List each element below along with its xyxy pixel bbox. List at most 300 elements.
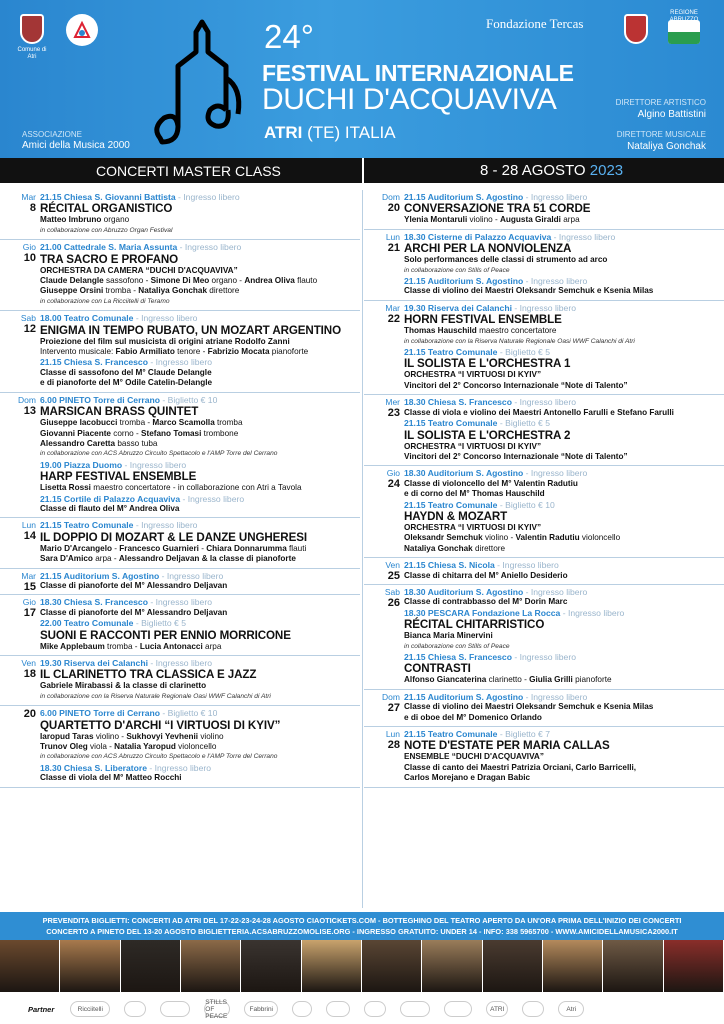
- partner-logo: [400, 1001, 430, 1017]
- collaboration-note: in collaborazione con La Ricciitelli di Teramo: [40, 297, 170, 305]
- performer-name: Andrea Oliva: [244, 276, 295, 286]
- admission: - Ingresso libero: [180, 493, 245, 504]
- performer-name: Chiara Donnarumma: [206, 543, 287, 553]
- day-number: 27: [387, 701, 400, 714]
- weekday: Gio: [22, 597, 36, 608]
- performers-line: Matteo Imbruno organo: [40, 215, 130, 225]
- day-number: 20: [23, 708, 36, 721]
- day-number: 21: [387, 241, 400, 254]
- event-time-venue: [404, 587, 724, 597]
- ticket-info-line1: PREVENDITA BIGLIETTI: CONCERTI AD ATRI DEL 17-22-23-24-28 AGOSTO CIAOTICKETS.COM - BOTTEGHINO DEL TEATRO APERTO DA UN'ORA PRIMA DELL'INIZIO DEI CONCERTI: [42, 916, 682, 925]
- performer-name: Alessandro Deljavan & la classe di pianoforte: [118, 554, 296, 564]
- day-number: 25: [387, 570, 400, 583]
- weekday: Lun: [385, 231, 400, 242]
- weekday: Ven: [385, 560, 400, 571]
- performer-name: Simone Di Meo: [150, 276, 210, 286]
- bar-concerti: CONCERTI: [96, 163, 169, 179]
- collaboration-note: in collaborazione con Stills of Peace: [404, 642, 510, 650]
- performers-line: Ylenia Montaruli violino - Augusta Giraldi arpa: [404, 215, 580, 225]
- partner-logo: Ricciitelli: [70, 1001, 110, 1017]
- concert-title: ENIGMA IN TEMPO RUBATO, UN MOZART ARGENTINO: [40, 323, 341, 337]
- performer-name: Iaropud Taras: [40, 731, 94, 741]
- time-venue: 21.15 Teatro Comunale: [404, 418, 498, 429]
- place-prov: (TE): [307, 123, 341, 142]
- weekday: Mar: [21, 570, 36, 581]
- admission: - Ingresso libero: [133, 313, 198, 324]
- weekday: Dom: [18, 394, 36, 405]
- subtitle-line: Vincitori del 2° Concorso Internazionale “Note di Talento”: [404, 380, 628, 390]
- time-venue: 18.00 Teatro Comunale: [40, 313, 134, 324]
- partner-logo: [444, 1001, 472, 1017]
- performer-name: Francesco Guarnieri: [119, 543, 199, 553]
- performer-name: Sara D'Amico: [40, 554, 93, 564]
- concert-photo: [241, 940, 301, 992]
- music-director-label: DIRETTORE MUSICALE: [616, 130, 706, 139]
- concert-title: TRA SACRO E PROFANO: [40, 252, 179, 266]
- performer-name: Giulia Grilli: [529, 675, 573, 685]
- concert-title: IL CLARINETTO TRA CLASSICA E JAZZ: [40, 668, 257, 682]
- subtitle-line: ORCHESTRA “I VIRTUOSI DI KYIV”: [404, 441, 542, 451]
- time-venue: 18.30 Auditorium S. Agostino: [404, 586, 524, 597]
- event-time-venue: [404, 692, 724, 702]
- performer-name: Mike Applebaum: [40, 641, 105, 651]
- performer-name: Sukhovyi Yevhenii: [126, 731, 199, 741]
- time-venue: 21.15 Auditorium S. Agostino: [40, 570, 160, 581]
- time-venue: 21.15 Teatro Comunale: [404, 499, 498, 510]
- time-venue: 21.15 Teatro Comunale: [404, 347, 498, 358]
- performers-line: Nataliya Gonchak direttore: [404, 543, 506, 553]
- performer-name: Valentin Radutiu: [515, 533, 580, 543]
- concert-title: HAYDN & MOZART: [404, 509, 508, 523]
- day-label: [364, 560, 400, 581]
- weekday: Sab: [384, 586, 400, 597]
- performer-name: Claude Delangle: [40, 276, 104, 286]
- weekday: Sab: [20, 313, 36, 324]
- day-label: [364, 729, 400, 750]
- event-time-venue: [404, 276, 724, 286]
- admission: - Biglietto € 5: [497, 347, 550, 358]
- day-label: [0, 571, 36, 592]
- admission: - Ingresso libero: [560, 607, 625, 618]
- concert-title: IL SOLISTA E L'ORCHESTRA 2: [404, 428, 571, 442]
- event-time-venue: [40, 763, 360, 773]
- admission: - Ingresso libero: [177, 242, 242, 253]
- concert-title: ARCHI PER LA NONVIOLENZA: [404, 242, 572, 256]
- subtitle-line: Classe di violino dei Maestri Oleksandr Semchuk e Ksenia Milas: [404, 286, 654, 296]
- concert-photo: [422, 940, 482, 992]
- admission: - Ingresso libero: [175, 192, 240, 202]
- collaboration-note: in collaborazione con Abruzzo Organ Festival: [40, 226, 173, 234]
- event-time-venue: [404, 729, 724, 739]
- day-number: 23: [387, 407, 400, 420]
- concert-photo: [121, 940, 181, 992]
- program-day: [0, 518, 360, 568]
- partner-logo: [292, 1001, 312, 1017]
- performers-line: Iaropud Taras violino - Sukhovyi Yevhenii violino: [40, 731, 224, 741]
- day-label: [0, 520, 36, 541]
- day-label: [0, 242, 36, 263]
- performer-name: Mario D'Arcangelo: [40, 543, 113, 553]
- day-number: 10: [23, 252, 36, 265]
- day-label: [364, 303, 400, 324]
- weekday: Lun: [21, 520, 36, 531]
- date-range: 8 - 28 AGOSTO: [480, 162, 586, 179]
- bar-category: [96, 163, 281, 179]
- bar-dates: [480, 162, 623, 179]
- music-note-tower-icon: [150, 18, 250, 152]
- performers-line: Intervento musicale: Fabio Armiliato tenore - Fabrizio Mocata pianoforte: [40, 347, 309, 357]
- partner-logo: Atri: [558, 1001, 584, 1017]
- day-label: [0, 192, 36, 213]
- event-time-venue: [40, 242, 360, 252]
- collaboration-note: in collaborazione con la Riserva Naturale Regionale Oasi WWF Calanchi di Atri: [404, 337, 635, 345]
- comune-label: Comune di Atri: [17, 47, 47, 60]
- weekday: Ven: [21, 658, 36, 668]
- subtitle-line: Classe di viola e violino dei Maestri Antonello Farulli e Stefano Farulli: [404, 407, 674, 417]
- admission: - Ingresso libero: [147, 357, 212, 368]
- event-time-venue: [404, 303, 724, 313]
- partner-logo: ATRI: [486, 1001, 508, 1017]
- subtitle-line: Classe di pianoforte del M° Alessandro Deljavan: [40, 607, 228, 617]
- performer-name: Thomas Hauschild: [404, 326, 477, 336]
- performers-line: [404, 631, 724, 641]
- program-day: [0, 569, 360, 596]
- performers-line: Thomas Hauschild maestro concertatore: [404, 326, 557, 336]
- subtitle-line: Classe di canto dei Maestri Patrizia Orciani, Carlo Barricelli,: [404, 762, 637, 772]
- event-time-venue: [404, 608, 724, 618]
- regione-label: REGIONE: [670, 10, 698, 16]
- concert-title: NOTE D'ESTATE PER MARIA CALLAS: [404, 739, 610, 753]
- event-time-venue: [40, 597, 360, 607]
- performers-line: Lisetta Rossi maestro concertatore - in collaborazione con Atri a Tavola: [40, 483, 302, 493]
- admission: - Ingresso libero: [523, 468, 588, 479]
- event-time-venue: [404, 347, 724, 357]
- admission: - Ingresso libero: [551, 231, 616, 242]
- concert-photo: [664, 940, 724, 992]
- time-venue: 18.30 Chiesa S. Liberatore: [40, 762, 147, 773]
- program-day: [0, 190, 360, 240]
- subtitle-line: e di oboe del M° Domenico Orlando: [404, 712, 542, 722]
- time-venue: 6.00 PINETO Torre di Cerrano: [40, 708, 161, 719]
- day-number: 15: [23, 580, 36, 593]
- event-time-venue: [404, 468, 724, 478]
- admission: - Ingresso libero: [133, 520, 198, 531]
- admission: - Ingresso libero: [147, 597, 212, 608]
- place-country: ITALIA: [344, 123, 396, 142]
- performer-name: Giovanni Piacente: [40, 428, 111, 438]
- program-day: [364, 727, 724, 788]
- day-number: 13: [23, 404, 36, 417]
- event-time-venue: [40, 571, 360, 581]
- performers-line: Alfonso Giancaterina clarinetto - Giulia Grilli pianoforte: [404, 675, 612, 685]
- program-day: [364, 690, 724, 727]
- festival-place: [264, 123, 396, 143]
- performer-name: Matteo Imbruno: [40, 215, 102, 225]
- program-day: [0, 311, 360, 392]
- association-logo-icon: [66, 14, 98, 46]
- place-main: ATRI: [264, 123, 303, 142]
- admission: - Ingresso libero: [523, 192, 588, 202]
- date-year: 2023: [589, 162, 624, 179]
- program-day: [0, 595, 360, 656]
- partners-label: Partner: [28, 1004, 55, 1014]
- subtitle-line: e di corno del M° Thomas Hauschild: [404, 489, 545, 499]
- performer-name: Lisetta Rossi: [40, 483, 91, 493]
- concert-photo: [543, 940, 603, 992]
- day-label: [364, 192, 400, 213]
- subtitle-line: e di pianoforte del M° Odile Catelin-Delangle: [40, 378, 213, 388]
- admission: - Ingresso libero: [523, 691, 588, 702]
- time-venue: 21.00 Cattedrale S. Maria Assunta: [40, 242, 178, 253]
- time-venue: 6.00 PINETO Torre di Cerrano: [40, 394, 161, 405]
- event-time-venue: [40, 618, 360, 628]
- performers-line: Claude Delangle sassofono - Simone Di Meo organo - Andrea Oliva flauto: [40, 276, 318, 286]
- column-divider: [362, 190, 363, 908]
- admission: - Ingresso libero: [159, 570, 224, 581]
- performer-name: Augusta Giraldi: [500, 215, 561, 225]
- partner-logo: [326, 1001, 350, 1017]
- performer-name: Fabio Armiliato: [115, 347, 175, 357]
- concert-photo: [603, 940, 663, 992]
- admission: - Ingresso libero: [523, 276, 588, 287]
- edition-number: 24°: [264, 18, 314, 55]
- partners-strip: [0, 994, 724, 1024]
- time-venue: 19.30 Riserva dei Calanchi: [40, 658, 148, 668]
- foundation-logo: Fondazione Tercas: [486, 16, 584, 31]
- bar-divider: [362, 158, 364, 183]
- photo-strip: [0, 940, 724, 992]
- time-venue: 21.15 Auditorium S. Agostino: [404, 192, 524, 202]
- festival-title-line2: DUCHI D'ACQUAVIVA: [262, 83, 557, 116]
- concert-photo: [60, 940, 120, 992]
- day-number: 17: [23, 607, 36, 620]
- partner-logo: [124, 1001, 146, 1017]
- concert-photo: [302, 940, 362, 992]
- subtitle-line: ORCHESTRA DA CAMERA “DUCHI D'ACQUAVIVA”: [40, 265, 238, 275]
- performers-line: Giuseppe Iacobucci tromba - Marco Scamolla tromba: [40, 418, 243, 428]
- program-day: [364, 585, 724, 690]
- program-day: [364, 466, 724, 558]
- admission: - Biglietto € 10: [160, 394, 218, 405]
- day-number: 28: [387, 739, 400, 752]
- concert-title: SUONI E RACCONTI PER ENNIO MORRICONE: [40, 628, 291, 642]
- provincia-crest-icon: [624, 14, 648, 44]
- performers-line: Sara D'Amico arpa - Alessandro Deljavan & la classe di pianoforte: [40, 554, 296, 564]
- partner-logo: [160, 1001, 190, 1017]
- concert-photo: [483, 940, 543, 992]
- time-venue: 18.30 PESCARA Fondazione La Rocca: [404, 607, 561, 618]
- weekday: Mar: [385, 302, 400, 313]
- subtitle-line: Classe di flauto del M° Andrea Oliva: [40, 503, 180, 513]
- concert-photo: [362, 940, 422, 992]
- event-time-venue: [40, 313, 360, 323]
- partner-logo: Fabbrini: [244, 1001, 278, 1017]
- time-venue: 19.30 Riserva dei Calanchi: [404, 302, 512, 313]
- subtitle-line: Classe di chitarra del M° Aniello Desiderio: [404, 570, 568, 580]
- event-time-venue: [40, 658, 360, 668]
- time-venue: 21.15 Teatro Comunale: [404, 729, 498, 740]
- artistic-director-name: Algino Battistini: [637, 109, 706, 120]
- program-right-column: [364, 190, 724, 788]
- day-label: [364, 587, 400, 608]
- subtitle-line: Classe di violino dei Maestri Oleksandr Semchuk e Ksenia Milas: [404, 702, 654, 712]
- concert-title: IL DOPPIO DI MOZART & LE DANZE UNGHERESI: [40, 530, 307, 544]
- program-day: [0, 656, 360, 706]
- weekday: Gio: [386, 468, 400, 479]
- partner-logo: STILLS OF PEACE: [204, 1001, 230, 1017]
- admission: - Ingresso libero: [494, 560, 559, 571]
- admission: - Ingresso libero: [511, 397, 576, 408]
- performers-line: Oleksandr Semchuk violino - Valentin Radutiu violoncello: [404, 533, 621, 543]
- day-number: 8: [29, 202, 36, 214]
- time-venue: 18.30 Auditorium S. Agostino: [404, 468, 524, 479]
- time-venue: 21.15 Chiesa S. Francesco: [40, 357, 148, 368]
- partner-logo: [522, 1001, 544, 1017]
- program-day: [364, 230, 724, 301]
- subtitle-line: Vincitori del 2° Concorso Internazionale “Note di Talento”: [404, 451, 628, 461]
- subtitle-line: Solo performances delle classi di strumento ad arco: [404, 255, 608, 265]
- performers-line: Mario D'Arcangelo - Francesco Guarnieri - Chiara Donnarumma flauti: [40, 543, 307, 553]
- event-time-venue: [40, 460, 360, 470]
- performer-name: Natalia Yaropud: [114, 742, 176, 752]
- weekday: Lun: [385, 729, 400, 740]
- weekday: Dom: [382, 192, 400, 202]
- concert-title: HORN FESTIVAL ENSEMBLE: [404, 313, 562, 327]
- day-label: [0, 658, 36, 679]
- time-venue: 18.30 Chiesa S. Francesco: [404, 397, 512, 408]
- performer-name: Nataliya Gonchak: [404, 543, 473, 553]
- concert-photo: [181, 940, 241, 992]
- event-time-venue: [404, 652, 724, 662]
- subtitle-line: Proiezione del film sul musicista di origini atriane Rodolfo Zanni: [40, 336, 290, 346]
- program-day: [0, 706, 360, 787]
- day-number: 22: [387, 312, 400, 325]
- subtitle-line: Classe di viola del M° Matteo Rocchi: [40, 773, 182, 783]
- subtitle-line: Gabriele Mirabassi & la classe di clarinetto: [40, 681, 207, 691]
- performer-name: Marco Scamolla: [152, 418, 215, 428]
- day-number: 18: [23, 668, 36, 680]
- time-venue: 21.15 Auditorium S. Agostino: [404, 276, 524, 287]
- weekday: Mar: [21, 192, 36, 202]
- collaboration-note: in collaborazione con Stills of Peace: [404, 266, 510, 274]
- subtitle-line: ORCHESTRA “I VIRTUOSI DI KYIV”: [404, 522, 542, 532]
- program-day: [0, 240, 360, 311]
- weekday: Dom: [382, 691, 400, 702]
- weekday: Mer: [385, 397, 400, 408]
- performers-line: Giovanni Piacente corno - Stefano Tomasi trombone: [40, 428, 239, 438]
- admission: - Ingresso libero: [147, 762, 212, 773]
- collaboration-note: in collaborazione con la Riserva Naturale Regionale Oasi WWF Calanchi di Atri: [40, 692, 271, 700]
- music-director-name: Nataliya Gonchak: [627, 141, 706, 152]
- event-time-venue: [40, 494, 360, 504]
- time-venue: 18.30 Cisterne di Palazzo Acquaviva: [404, 231, 552, 242]
- concert-title: CONTRASTI: [404, 662, 471, 676]
- event-time-venue: [40, 520, 360, 530]
- bar-masterclass: MASTER CLASS: [172, 163, 281, 179]
- event-time-venue: [404, 500, 724, 510]
- event-time-venue: [404, 192, 724, 202]
- subtitle-line: ENSEMBLE “DUCHI D'ACQUAVIVA”: [404, 752, 544, 762]
- day-label: [364, 232, 400, 253]
- partner-logo: [364, 1001, 386, 1017]
- time-venue: 21.15 Cortile di Palazzo Acquaviva: [40, 493, 181, 504]
- program-left-column: [0, 190, 360, 788]
- admission: - Biglietto € 10: [160, 708, 218, 719]
- event-time-venue: [404, 232, 724, 242]
- day-label: [0, 708, 36, 719]
- program-day: [364, 558, 724, 585]
- time-venue: 21.15 Chiesa S. Nicola: [404, 560, 495, 571]
- subtitle-line: Carlos Morejano e Dragan Babic: [404, 773, 531, 783]
- collaboration-note: in collaborazione con ACS Abruzzo Circuito Spettacolo e l'AMP Torre del Cerrano: [40, 450, 278, 458]
- concert-title: QUARTETTO D'ARCHI “I VIRTUOSI DI KYIV”: [40, 718, 281, 732]
- admission: - Biglietto € 5: [497, 418, 550, 429]
- subtitle-line: Classe di violoncello del M° Valentin Radutiu: [404, 478, 578, 488]
- admission: - Biglietto € 5: [133, 618, 186, 629]
- concert-title: RÉCITAL ORGANISTICO: [40, 202, 173, 216]
- time-venue: 22.00 Teatro Comunale: [40, 618, 134, 629]
- association-label: ASSOCIAZIONE: [22, 130, 83, 139]
- time-venue: 21.15 Chiesa S. Francesco: [404, 652, 512, 662]
- admission: - Ingresso libero: [122, 459, 187, 470]
- day-label: [364, 468, 400, 489]
- day-number: 14: [23, 530, 36, 543]
- association-name: Amici della Musica 2000: [22, 140, 130, 151]
- time-venue: 21.15 Chiesa S. Giovanni Battista: [40, 192, 176, 202]
- performer-name: Giuseppe Iacobucci: [40, 418, 118, 428]
- program-day: [364, 190, 724, 230]
- collaboration-note: in collaborazione con ACS Abruzzo Circuito Spettacolo e l'AMP Torre del Cerrano: [40, 753, 278, 761]
- day-number: 26: [387, 596, 400, 609]
- regione-logo-icon: [668, 20, 700, 44]
- event-time-venue: [404, 397, 724, 407]
- performer-name: Nataliya Gonchak: [138, 286, 208, 296]
- performers-line: Giuseppe Orsini tromba - Nataliya Gonchak direttore: [40, 286, 240, 296]
- concert-photo: [0, 940, 60, 992]
- ticket-info: [0, 912, 724, 940]
- day-label: [0, 597, 36, 618]
- subtitle-line: Classe di contrabbasso del M° Dorin Marc: [404, 597, 568, 607]
- admission: - Biglietto € 7: [497, 729, 550, 740]
- performers-line: Mike Applebaum tromba - Lucia Antonacci arpa: [40, 641, 222, 651]
- subtitle-line: Classe di pianoforte del M° Alessandro Deljavan: [40, 580, 228, 590]
- event-time-venue: [40, 357, 360, 367]
- performer-name: Bianca Maria Minervini: [404, 631, 493, 641]
- festival-title-line1: FESTIVAL INTERNAZIONALE: [262, 60, 574, 86]
- day-label: [0, 313, 36, 334]
- day-label: [364, 397, 400, 418]
- performer-name: Fabrizio Mocata: [207, 347, 270, 357]
- day-number: 12: [23, 323, 36, 336]
- performer-name: Trunov Oleg: [40, 742, 88, 752]
- event-time-venue: [404, 560, 724, 570]
- event-time-venue: [40, 708, 360, 718]
- time-venue: 21.15 Teatro Comunale: [40, 520, 134, 531]
- header: [0, 0, 724, 158]
- performer-name: Alessandro Caretta: [40, 438, 116, 448]
- performer-name: Alfonso Giancaterina: [404, 675, 487, 685]
- performer-name: Stefano Tomasi: [141, 428, 202, 438]
- time-venue: 21.15 Auditorium S. Agostino: [404, 691, 524, 702]
- event-time-venue: [40, 192, 360, 202]
- concert-title: CONVERSAZIONE TRA 51 CORDE: [404, 202, 591, 216]
- comune-crest-icon: [20, 14, 44, 44]
- day-label: [364, 692, 400, 713]
- admission: - Ingresso libero: [511, 302, 576, 313]
- admission: - Ingresso libero: [523, 586, 588, 597]
- ticket-info-line2: CONCERTO A PINETO DEL 13-20 AGOSTO BIGLIETTERIA.ACSABRUZZOMOLISE.ORG - INGRESSO GRATUITO: UNDER 14 - INFO: 338 5965700 - WWW.AMICIDELLAMUSICA2000.IT: [46, 927, 678, 936]
- time-venue: 18.30 Chiesa S. Francesco: [40, 597, 148, 608]
